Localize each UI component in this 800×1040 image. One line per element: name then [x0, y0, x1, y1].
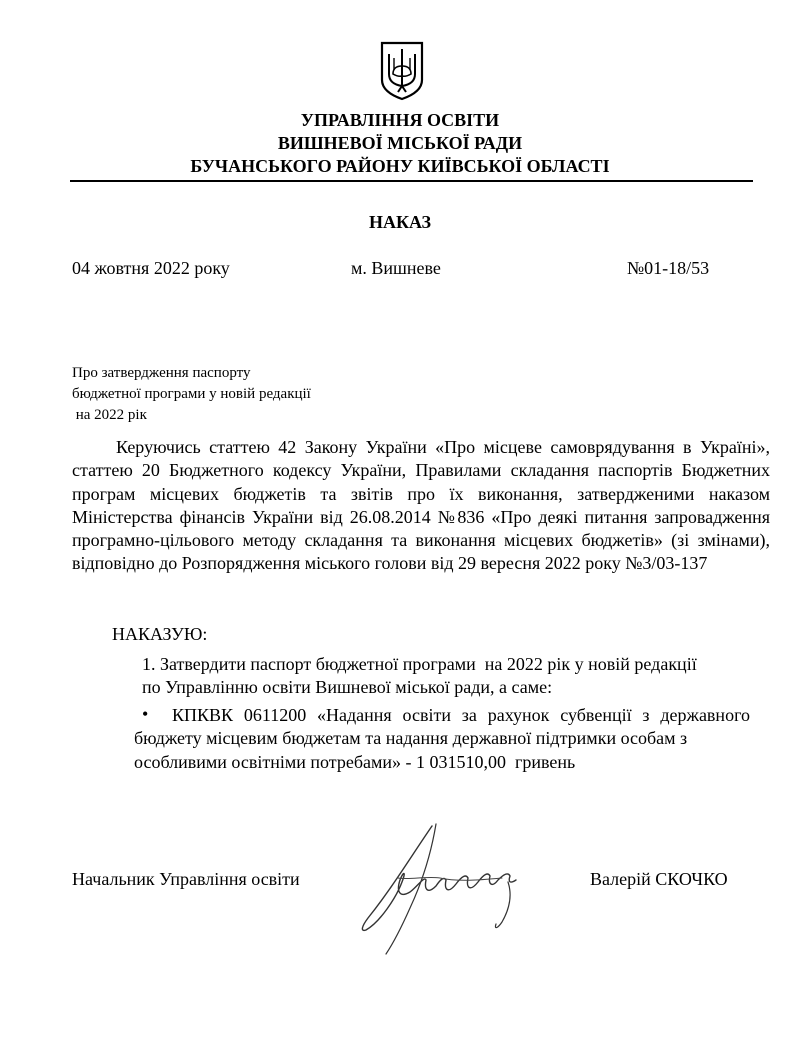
order-item-text: по Управлінню освіти Вишневої міської ради, а саме:: [142, 677, 553, 698]
preamble-paragraph: Керуючись статтею 42 Закону України «Про місцеве самоврядування в Україні», статтею 20 Бюджетного кодексу України, Правилами складання паспортів Бюджетних програм місцевих бюджетів та звітів про їх виконання, затвердженими наказом Міністерства фінансів України від 26.08.2014 №836 «Про деякі питання запровадження програмно-цільового методу складання та виконання місцевих бюджетів» (зі змінами), відповідно до Розпорядження міського голови від 29 вересня 2022 року №3/03-137: [72, 437, 770, 574]
bullet-item-text: бюджету місцевим бюджетам та надання державної підтримки особам з особливими освітніми потребами» - 1 031510,00 гривень: [134, 728, 692, 772]
signatory-name: Валерій СКОЧКО: [590, 869, 728, 889]
document-subject: [72, 363, 311, 426]
order-heading: НАКАЗУЮ:: [112, 624, 208, 644]
subject-line: бюджетної програми у новій редакції: [72, 386, 311, 402]
subject-line: на 2022 рік: [72, 407, 147, 423]
header-council: ВИШНЕВОЇ МІСЬКОЇ РАДИ: [277, 133, 523, 153]
bullet-item-text: КПКВК 0611200 «Надання освіти за рахунок субвенції з державного: [172, 705, 750, 725]
document-title: НАКАЗ: [368, 212, 432, 232]
header-region: БУЧАНСЬКОГО РАЙОНУ КИЇВСЬКОЇ ОБЛАСТІ: [190, 156, 610, 176]
document-city: м. Вишневе: [351, 258, 441, 278]
header-divider: [70, 180, 753, 182]
handwritten-signature: [340, 818, 540, 968]
document-number: №01-18/53: [627, 258, 710, 278]
bullet-icon: •: [142, 704, 149, 724]
coat-of-arms-icon: [378, 40, 426, 102]
signatory-position: Начальник Управління освіти: [72, 869, 300, 889]
header-department: УПРАВЛІННЯ ОСВІТИ: [300, 110, 500, 130]
order-item-1: [142, 653, 762, 700]
document-date: 04 жовтня 2022 року: [72, 258, 230, 278]
subject-line: Про затвердження паспорту: [72, 365, 251, 381]
bullet-item: [134, 704, 752, 774]
order-item-text: 1. Затвердити паспорт бюджетної програми на 2022 рік у новій редакції: [142, 654, 697, 674]
